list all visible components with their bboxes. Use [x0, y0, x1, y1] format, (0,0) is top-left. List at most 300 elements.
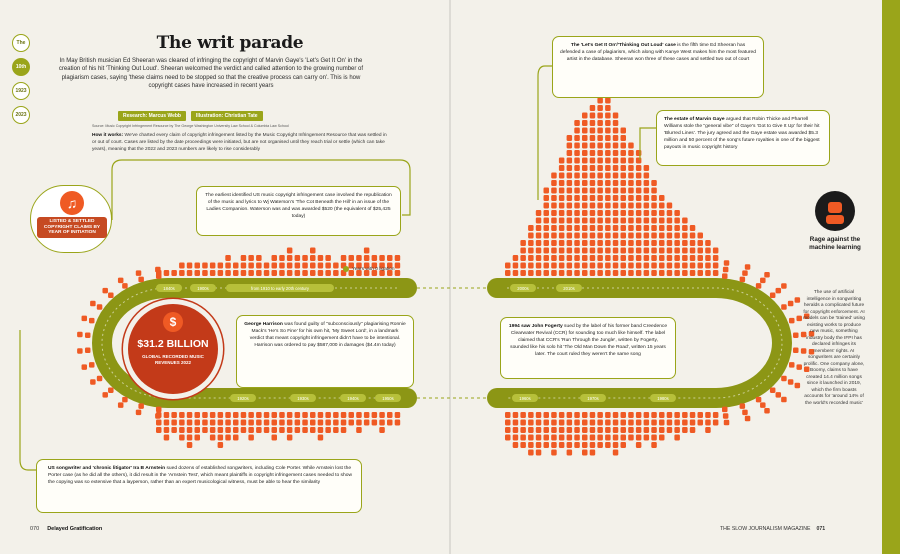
case-marker: [613, 412, 619, 418]
case-marker: [544, 233, 550, 239]
case-marker: [318, 255, 324, 261]
case-marker: [567, 248, 573, 254]
case-marker: [574, 150, 580, 156]
case-marker: [590, 218, 596, 224]
ai-sidebar: [807, 191, 863, 251]
case-marker: [690, 412, 696, 418]
case-marker: [574, 188, 580, 194]
case-marker: [97, 304, 103, 310]
case-marker: [279, 412, 285, 418]
case-marker: [659, 435, 665, 441]
case-marker: [218, 420, 224, 426]
case-marker: [372, 420, 378, 426]
note-gaye-estate: [656, 110, 830, 166]
case-marker: [156, 407, 162, 413]
case-marker: [574, 165, 580, 171]
case-marker: [582, 225, 588, 231]
case-marker: [682, 218, 688, 224]
case-marker: [644, 165, 650, 171]
case-marker: [698, 233, 704, 239]
case-marker: [723, 413, 729, 419]
case-marker: [613, 128, 619, 134]
case-marker: [318, 412, 324, 418]
case-marker: [597, 113, 603, 119]
case-marker: [241, 420, 247, 426]
case-marker: [505, 270, 511, 276]
case-marker: [287, 255, 293, 261]
case-marker: [621, 270, 627, 276]
case-marker: [605, 98, 611, 104]
case-marker: [636, 263, 642, 269]
case-marker: [387, 420, 393, 426]
case-marker: [528, 450, 534, 456]
case-marker: [536, 442, 542, 448]
case-marker: [705, 412, 711, 418]
case-marker: [195, 263, 201, 269]
case-marker: [318, 420, 324, 426]
case-marker: [567, 255, 573, 261]
case-marker: [682, 270, 688, 276]
case-marker: [551, 173, 557, 179]
case-marker: [628, 143, 634, 149]
case-marker: [590, 150, 596, 156]
case-marker: [118, 278, 124, 284]
case-marker: [636, 233, 642, 239]
case-marker: [724, 260, 730, 266]
case-marker: [551, 442, 557, 448]
case-marker: [544, 240, 550, 246]
case-marker: [551, 203, 557, 209]
case-marker: [341, 427, 347, 433]
case-marker: [544, 270, 550, 276]
case-marker: [574, 210, 580, 216]
case-marker: [644, 195, 650, 201]
case-marker: [574, 128, 580, 134]
case-marker: [210, 435, 216, 441]
case-marker: [195, 435, 201, 441]
case-marker: [156, 427, 162, 433]
case-marker: [621, 143, 627, 149]
case-marker: [659, 420, 665, 426]
case-marker: [597, 120, 603, 126]
case-marker: [551, 195, 557, 201]
case-marker: [590, 442, 596, 448]
case-marker: [77, 348, 83, 354]
case-marker: [164, 435, 170, 441]
case-marker: [195, 427, 201, 433]
case-marker: [756, 397, 762, 403]
case-marker: [225, 263, 231, 269]
track-label: 1940s: [347, 396, 359, 401]
case-marker: [651, 263, 657, 269]
case-marker: [674, 263, 680, 269]
case-marker: [559, 173, 565, 179]
case-marker: [621, 435, 627, 441]
case-marker: [202, 270, 208, 276]
case-marker: [544, 195, 550, 201]
case-marker: [225, 427, 231, 433]
case-marker: [690, 225, 696, 231]
case-marker: [187, 427, 193, 433]
case-marker: [628, 165, 634, 171]
case-marker: [770, 293, 776, 299]
case-marker: [597, 442, 603, 448]
case-marker: [590, 203, 596, 209]
case-marker: [364, 412, 370, 418]
case-marker: [690, 248, 696, 254]
case-marker: [628, 420, 634, 426]
case-marker: [682, 427, 688, 433]
case-marker: [605, 150, 611, 156]
case-marker: [621, 210, 627, 216]
case-marker: [513, 255, 519, 261]
case-marker: [559, 203, 565, 209]
case-marker: [705, 420, 711, 426]
case-marker: [724, 420, 730, 426]
case-marker: [651, 270, 657, 276]
case-marker: [597, 412, 603, 418]
case-marker: [318, 270, 324, 276]
track-label: 1900s: [197, 286, 209, 291]
case-marker: [613, 420, 619, 426]
case-marker: [256, 263, 262, 269]
case-marker: [195, 420, 201, 426]
case-marker: [264, 427, 270, 433]
case-marker: [536, 248, 542, 254]
case-marker: [621, 158, 627, 164]
case-marker: [590, 128, 596, 134]
case-marker: [349, 420, 355, 426]
robot-head-icon: [828, 202, 842, 213]
case-marker: [674, 435, 680, 441]
case-marker: [225, 435, 231, 441]
case-marker: [302, 420, 308, 426]
case-marker: [164, 427, 170, 433]
page-number: 070: [30, 526, 40, 532]
note-lets-get-it-on: [552, 36, 764, 98]
case-marker: [590, 180, 596, 186]
case-marker: [597, 143, 603, 149]
case-marker: [513, 263, 519, 269]
case-marker: [590, 188, 596, 194]
case-marker: [102, 392, 108, 398]
case-marker: [171, 412, 177, 418]
case-marker: [590, 270, 596, 276]
case-marker: [387, 255, 393, 261]
case-marker: [202, 427, 208, 433]
case-marker: [302, 412, 308, 418]
case-marker: [256, 255, 262, 261]
case-marker: [559, 248, 565, 254]
case-marker: [513, 427, 519, 433]
case-marker: [582, 173, 588, 179]
case-marker: [605, 240, 611, 246]
case-marker: [574, 173, 580, 179]
case-marker: [295, 412, 301, 418]
case-marker: [544, 263, 550, 269]
case-marker: [364, 420, 370, 426]
case-marker: [536, 450, 542, 456]
case-marker: [621, 165, 627, 171]
case-marker: [597, 180, 603, 186]
track-end-cap: [487, 278, 507, 298]
case-marker: [590, 105, 596, 111]
ai-text: The use of artificial intelligence in songwriting heralds a complicated future for copyright enforcement. AI models can be 'trained' using existing works to produce new music, something industry body the IFPI has declared infringes its members' rights. AI songwriters are certainly prolific. One company alone, Boomy, claims to have created 14.4 million songs since it launched in 2019, which the firm boasts accounts for 'around 14% of the world's recorded music': [803, 290, 865, 406]
case-marker: [621, 240, 627, 246]
case-marker: [528, 240, 534, 246]
track-label: 1970s: [587, 396, 599, 401]
case-marker: [651, 420, 657, 426]
case-marker: [582, 218, 588, 224]
music-note-icon: ♫: [60, 191, 84, 215]
case-marker: [613, 143, 619, 149]
case-marker: [605, 188, 611, 194]
case-marker: [582, 143, 588, 149]
robot-body-icon: [826, 215, 844, 224]
zero-litigation-legend: [343, 266, 395, 272]
case-marker: [218, 412, 224, 418]
case-marker: [582, 240, 588, 246]
case-marker: [233, 270, 239, 276]
case-marker: [551, 240, 557, 246]
case-marker: [628, 248, 634, 254]
note-fogerty-text: sued by the label of his former band Creedence Clearwater Revival (CCR) for sounding too much like himself. The label claimed that CCR's 'Run Through the Jungle', written by Fogerty, sounded like his solo hit 'The Old Man Down the Road', written 15 years later. The court ruled they weren't the same song: [510, 324, 668, 357]
case-marker: [372, 255, 378, 261]
case-marker: [605, 420, 611, 426]
case-marker: [628, 195, 634, 201]
case-marker: [559, 195, 565, 201]
case-marker: [567, 203, 573, 209]
case-marker: [621, 427, 627, 433]
case-marker: [590, 435, 596, 441]
case-marker: [520, 420, 526, 426]
case-marker: [690, 263, 696, 269]
case-marker: [621, 263, 627, 269]
case-marker: [690, 255, 696, 261]
case-marker: [674, 233, 680, 239]
case-marker: [582, 270, 588, 276]
case-marker: [636, 442, 642, 448]
case-marker: [597, 248, 603, 254]
case-marker: [636, 427, 642, 433]
case-marker: [651, 240, 657, 246]
case-marker: [528, 270, 534, 276]
case-marker: [651, 203, 657, 209]
case-marker: [536, 240, 542, 246]
case-marker: [789, 318, 795, 324]
case-marker: [628, 210, 634, 216]
case-marker: [582, 128, 588, 134]
case-marker: [636, 435, 642, 441]
case-marker: [567, 180, 573, 186]
note-earliest-case: The earliest identified US music copyright infringement case involved the republication of the music and lyrics to Wj Waterson's 'The Cot Beneath the Hill' in an issue of the Ladies Companion. Waterson was and was awarded $520 (the equivalent of $25,425 today): [196, 186, 401, 236]
case-marker: [559, 165, 565, 171]
track-end-cap: [487, 388, 507, 408]
case-marker: [636, 248, 642, 254]
case-marker: [195, 412, 201, 418]
case-marker: [559, 210, 565, 216]
case-marker: [613, 165, 619, 171]
case-marker: [651, 233, 657, 239]
case-marker: [621, 135, 627, 141]
case-marker: [605, 412, 611, 418]
case-marker: [248, 270, 254, 276]
case-marker: [789, 362, 795, 368]
case-marker: [590, 195, 596, 201]
case-marker: [582, 435, 588, 441]
case-marker: [310, 270, 316, 276]
case-marker: [690, 427, 696, 433]
case-marker: [682, 420, 688, 426]
case-marker: [605, 210, 611, 216]
case-marker: [202, 263, 208, 269]
case-marker: [613, 225, 619, 231]
case-marker: [544, 248, 550, 254]
case-marker: [187, 435, 193, 441]
case-marker: [674, 420, 680, 426]
case-marker: [705, 263, 711, 269]
case-marker: [740, 277, 746, 283]
case-marker: [574, 180, 580, 186]
case-marker: [85, 332, 91, 338]
case-marker: [513, 442, 519, 448]
case-marker: [333, 427, 339, 433]
case-marker: [155, 413, 161, 419]
year-tab: 1923: [12, 82, 30, 100]
case-marker: [248, 263, 254, 269]
case-marker: [636, 180, 642, 186]
case-marker: [636, 218, 642, 224]
case-marker: [574, 270, 580, 276]
case-marker: [551, 225, 557, 231]
case-marker: [325, 263, 331, 269]
case-marker: [597, 240, 603, 246]
case-marker: [605, 442, 611, 448]
case-marker: [218, 270, 224, 276]
year-tab: 2023: [12, 106, 30, 124]
case-marker: [264, 270, 270, 276]
case-marker: [613, 135, 619, 141]
case-marker: [781, 304, 787, 310]
case-marker: [333, 263, 339, 269]
case-marker: [187, 420, 193, 426]
case-marker: [528, 427, 534, 433]
case-marker: [644, 203, 650, 209]
case-marker: [513, 270, 519, 276]
case-marker: [682, 412, 688, 418]
case-marker: [310, 255, 316, 261]
case-marker: [621, 420, 627, 426]
case-marker: [621, 218, 627, 224]
case-marker: [544, 188, 550, 194]
case-marker: [567, 210, 573, 216]
case-marker: [644, 263, 650, 269]
case-marker: [551, 270, 557, 276]
case-marker: [713, 412, 719, 418]
case-marker: [567, 158, 573, 164]
case-marker: [690, 233, 696, 239]
case-marker: [613, 203, 619, 209]
case-marker: [582, 180, 588, 186]
case-marker: [574, 255, 580, 261]
case-marker: [636, 420, 642, 426]
case-marker: [520, 442, 526, 448]
case-marker: [613, 263, 619, 269]
case-marker: [760, 278, 766, 284]
case-marker: [302, 427, 308, 433]
case-marker: [225, 412, 231, 418]
robot-icon: [815, 191, 855, 231]
case-marker: [544, 420, 550, 426]
case-marker: [567, 427, 573, 433]
revenue-label: GLOBAL RECORDED MUSIC REVENUES 2022: [142, 354, 204, 365]
case-marker: [582, 195, 588, 201]
case-marker: [667, 248, 673, 254]
case-marker: [628, 203, 634, 209]
case-marker: [659, 218, 665, 224]
case-marker: [295, 263, 301, 269]
track-label: from 1910 to early 20th century: [251, 286, 309, 291]
case-marker: [796, 316, 802, 322]
case-marker: [325, 427, 331, 433]
case-marker: [745, 264, 751, 270]
case-marker: [605, 135, 611, 141]
case-marker: [341, 420, 347, 426]
case-marker: [567, 450, 573, 456]
case-marker: [544, 427, 550, 433]
case-marker: [287, 412, 293, 418]
section-name: Delayed Gratification: [47, 526, 103, 532]
case-marker: [590, 255, 596, 261]
case-marker: [310, 420, 316, 426]
case-marker: [613, 442, 619, 448]
case-marker: [89, 362, 95, 368]
case-marker: [705, 427, 711, 433]
case-marker: [551, 420, 557, 426]
case-marker: [644, 210, 650, 216]
case-marker: [590, 412, 596, 418]
case-marker: [590, 263, 596, 269]
case-marker: [574, 248, 580, 254]
case-marker: [621, 225, 627, 231]
case-marker: [536, 225, 542, 231]
case-marker: [287, 263, 293, 269]
case-marker: [651, 248, 657, 254]
case-marker: [636, 188, 642, 194]
case-marker: [698, 412, 704, 418]
case-marker: [690, 240, 696, 246]
listed-settled-label: LISTED & SETTLED COPYRIGHT CLAIMS BY YEAR OF INITIATION: [37, 217, 107, 238]
case-marker: [613, 173, 619, 179]
case-marker: [605, 128, 611, 134]
case-marker: [605, 270, 611, 276]
page-number: 071: [816, 526, 826, 532]
case-marker: [574, 143, 580, 149]
case-marker: [567, 412, 573, 418]
case-marker: [544, 412, 550, 418]
case-marker: [225, 420, 231, 426]
case-marker: [659, 270, 665, 276]
case-marker: [108, 387, 114, 393]
case-marker: [582, 450, 588, 456]
case-marker: [659, 203, 665, 209]
case-marker: [781, 283, 787, 289]
case-marker: [621, 188, 627, 194]
case-marker: [605, 105, 611, 111]
case-marker: [722, 273, 728, 279]
case-marker: [195, 270, 201, 276]
track-label: 1930s: [297, 396, 309, 401]
